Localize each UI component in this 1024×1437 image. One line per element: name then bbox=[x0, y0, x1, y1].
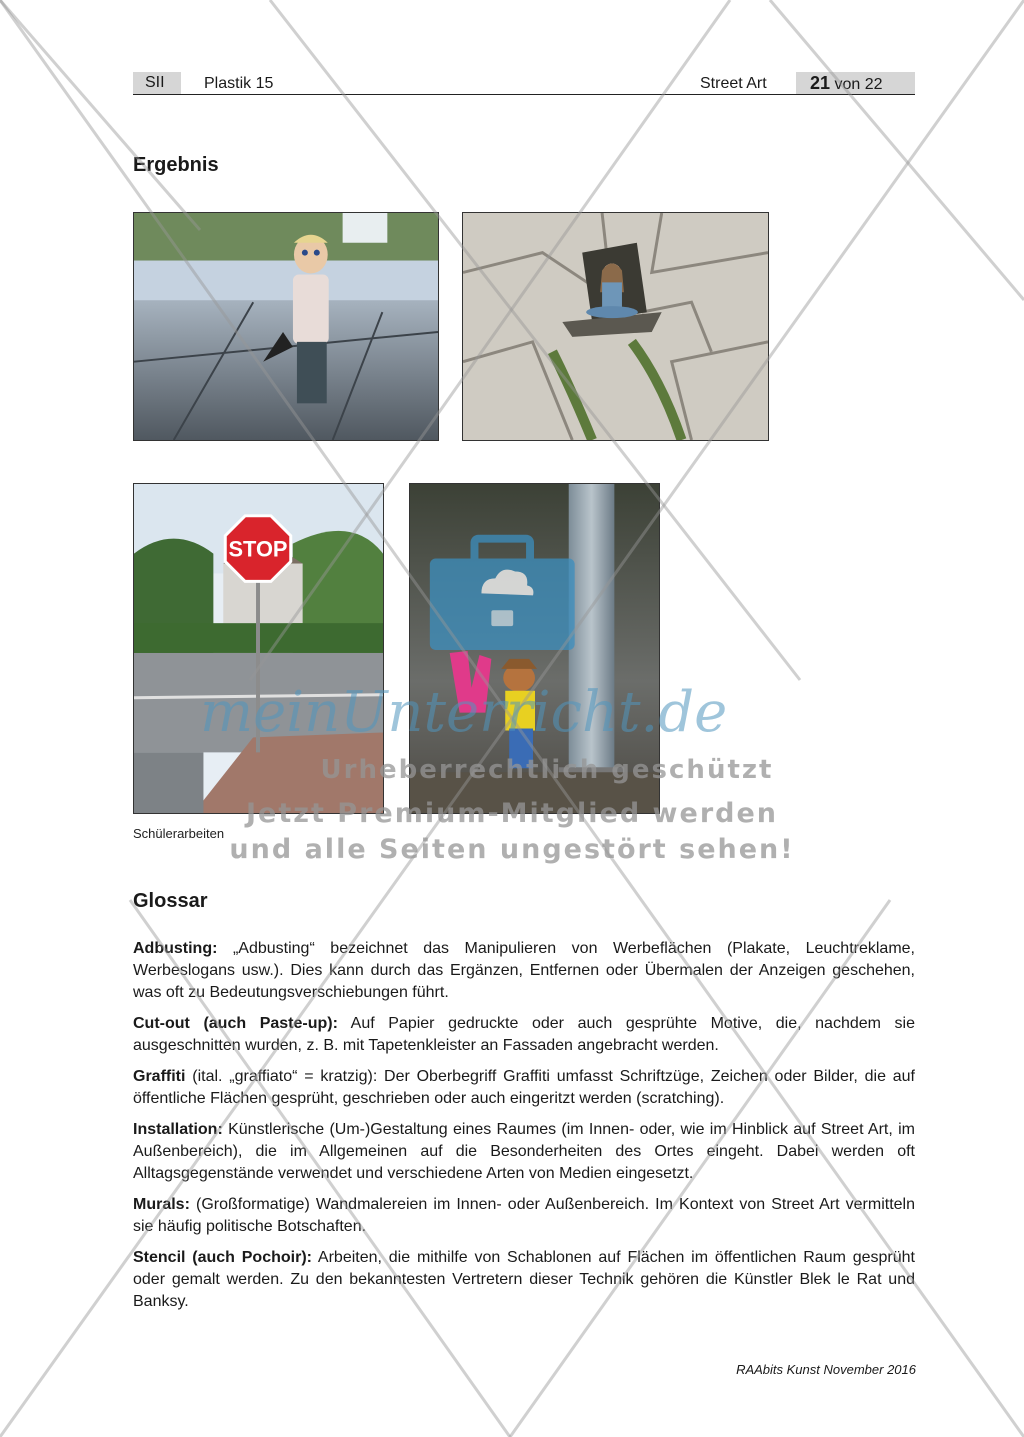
header-topic: Street Art bbox=[700, 75, 767, 92]
glossary-definition: (Großformatige) Wandmalereien im Innen- oder Außenbereich. Im Kontext von Street Art vermitteln sie häufig politische Botschaften. bbox=[133, 1196, 915, 1235]
page-current: 21 bbox=[810, 73, 831, 93]
header-rule bbox=[133, 94, 915, 95]
glossary-term: Cut-out (auch Paste-up): bbox=[133, 1015, 338, 1032]
watermark-line-1: Urheberrechtlich geschützt bbox=[320, 755, 774, 785]
glossary-entry-graffiti bbox=[133, 1066, 915, 1110]
glossary-entry-cut-out bbox=[133, 1013, 915, 1057]
glossary-list bbox=[133, 938, 915, 1322]
watermark-line-2: Jetzt Premium-Mitglied werden bbox=[246, 798, 778, 829]
glossary-term: Graffiti bbox=[133, 1068, 186, 1085]
glossary-definition: (ital. „graffiato“ = kratzig): Der Oberbegriff Graffiti umfasst Schriftzüge, Zeichen oder Bilder, die auf öffentliche Flächen gesprüht, geschrieben oder auch eingeritzt werden (scratching). bbox=[133, 1068, 915, 1107]
glossary-heading: Glossar bbox=[133, 890, 208, 912]
glossary-definition: Arbeiten, die mithilfe von Schablonen auf Flächen im öffentlichen Raum gesprüht oder gemalt werden. Zu den bekanntesten Vertretern dieser Technik gehören die Künstler Blek le Rat und Banksy. bbox=[133, 1249, 915, 1310]
page-footer: RAAbits Kunst November 2016 bbox=[736, 1362, 916, 1377]
result-heading: Ergebnis bbox=[133, 154, 219, 176]
glossary-definition: „Adbusting“ bezeichnet das Manipulieren von Werbeflächen (Plakate, Leuchtreklame, Werbeslogans usw.). Dies kann durch das Ergänzen, Entfernen oder Übermalen der Anzeigen geschehen, was oft zu Bedeutungsverschiebungen führt. bbox=[133, 940, 915, 1001]
glossary-term: Murals: bbox=[133, 1196, 190, 1213]
watermark-line-3: und alle Seiten ungestört sehen! bbox=[229, 834, 795, 865]
glossary-entry-murals bbox=[133, 1194, 915, 1238]
photo-yoga-figure-wall bbox=[462, 212, 769, 441]
glossary-entry-stencil bbox=[133, 1247, 915, 1313]
glossary-term: Installation: bbox=[133, 1121, 223, 1138]
photo-doll-pavement bbox=[133, 212, 439, 441]
watermark-brand: meinUnterricht.de bbox=[200, 680, 728, 745]
stop-sign-text: STOP bbox=[228, 536, 288, 562]
glossary-term: Stencil (auch Pochoir): bbox=[133, 1249, 312, 1266]
header-level: SII bbox=[133, 72, 181, 94]
glossary-term: Adbusting: bbox=[133, 940, 218, 957]
glossary-definition: Auf Papier gedruckte oder auch gesprühte Motive, die, nachdem sie ausgeschnitten wurden, z. B. mit Tapetenkleister an Fassaden angebracht werden. bbox=[133, 1015, 916, 1054]
glossary-definition: Künstlerische (Um-)Gestaltung eines Raumes (im Innen- oder, wie im Hinblick auf Street Art, im Außenbereich), die im Allgemeinen auf die Besonderheiten des Ortes eingeht. Dabei werden oft Alltagsgegenstände verwendet und verschiedene Arten von Medien eingesetzt. bbox=[133, 1121, 915, 1182]
glossary-entry-adbusting bbox=[133, 938, 915, 1004]
page-total: von 22 bbox=[834, 76, 883, 93]
photo-caption: Schülerarbeiten bbox=[133, 826, 225, 841]
glossary-entry-installation bbox=[133, 1119, 915, 1185]
header-subject: Plastik 15 bbox=[204, 75, 274, 92]
header-page-number bbox=[796, 72, 915, 94]
